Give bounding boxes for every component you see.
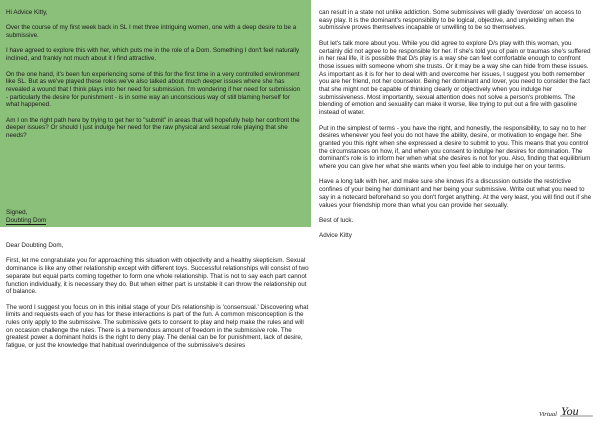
answer-left-column	[6, 242, 309, 350]
answer-paragraph-2-right: can result in a state not unlike addiction. Some submissives will gladly 'overdose' on access to easy play. It is the dominant's responsibility to be logical, objective, and unyielding when the submissive proves themselves incapable or unwilling to be so themselves.	[319, 9, 582, 32]
answer-paragraph-4: Put in the simplest of terms - you have the right, and honestly, the responsibility, to say no to her desires whenever you feel you do not have the ability, desire, or motivation to engage her. She granted you this right when she expressed a desire to submit to you. This means that you control the circumstances on how, if, and when you consent to indulge her desires for domination. The dominant's role is to inform her when what she desires is not for you. Also, finding that equilibrium where you can give her what she wants when you feel able to indulge her on your terms.	[319, 124, 591, 171]
question-signed-label: Signed,	[6, 209, 28, 216]
answer-greeting: Dear Doubting Dom,	[6, 242, 64, 249]
answer-paragraph-1: First, let me congratulate you for approaching this situation with objectivity and a healthy skepticism. Sexual dominance is like any other relationship except with different toys. Successful relationships will consist of two separate but equal parts coming together to form one whole relationship. That is not to say each part cannot function individually, it is necessary they do. But when either part is unstable it can throw the relationship out of balance.	[6, 257, 309, 296]
question-greeting: Hi Advice Kitty,	[6, 9, 48, 16]
answer-paragraph-5: Have a long talk with her, and make sure she knows it's a discussion outside the restrictive confines of your being her dominant and her being your submissive. Write out what you need to say in a notecard beforehand so you don't forget anything. At the very least, you will find out if she values your friendship more than what you can provide her sexually.	[319, 178, 592, 209]
magazine-logo-mark	[538, 402, 594, 420]
answer-right-column	[319, 9, 593, 240]
answer-closing: Best of luck.	[319, 216, 354, 224]
question-letter-box	[0, 0, 311, 227]
question-paragraph-2: I have agreed to explore this with her, which puts me in the role of a Dom. Something I don't feel naturally inclined, and frankly not much about it I find attractive.	[6, 47, 300, 63]
logo-text-large: You	[561, 404, 579, 418]
question-signature: Doubting Dom	[6, 216, 47, 224]
question-paragraph-4: Am I on the right path here by trying to get her to "submit" in areas that will hopefully help her confront the deeper issues? Or should I just indulge her need for the raw physical and sexual role playing that she needs?	[6, 116, 300, 140]
magazine-logo	[538, 402, 594, 420]
answer-signature: Advice Kitty	[319, 232, 352, 240]
answer-paragraph-2-left: The word I suggest you focus on in this initial stage of your D/s relationship is 'consensual.' Discovering what limits and requests each of you has for these interactions is part of the fun. A common misconception is the rules only apply to the submissive. The submissive gets to consent to play and help make the rules and will on occasion challenge the rules. There is a tremendous amount of freedom in the submissive role. The greatest power a dominant holds is the right to deny play. The denial can be for punishment, lack of desire, fatigue, or just the knowledge that habitual overindulgence of the submissive's desires	[6, 303, 309, 350]
question-signoff	[6, 209, 46, 225]
logo-text-small: Virtual	[539, 411, 557, 418]
answer-paragraph-3: But let's talk more about you. While you did agree to explore D/s play with this woman, you certainly did not agree to be responsible for her. If she's told you of pain or traumas she's suffered in her real life, it is possible that D/s play is a way she can feel comfortable enough to confront those issues with someone whom she trusts. Or it may be a way she can hide from these issues. As important as it is for her to deal with and overcome her issues, I suggest you both remember you are her friend, not her counselor. Being her dominant and lover, you need to consider the fact that she might not be capable of thinking clearly or objectively when you indulge her submissiveness. Most importantly, sexual attention does not solve a person's problems. The blending of emotion and sexuality can make it worse, like trying to put out a fire with gasoline instead of water.	[319, 39, 591, 117]
question-paragraph-1: Over the course of my first week back in SL I met three intriguing women, one with a deep desire to be a submissive.	[6, 24, 297, 40]
question-paragraph-3: On the one hand, it's been fun experiencing some of this for the first time in a very controlled environment like SL. But as we've played these roles we've also talked about much deeper issues where she has revealed a wound that I think plays into her need for submission. I'm wondering if her need for submission - particularly the desire for punishment - is in some way an unconscious way of still blaming herself for what happened.	[6, 70, 301, 109]
